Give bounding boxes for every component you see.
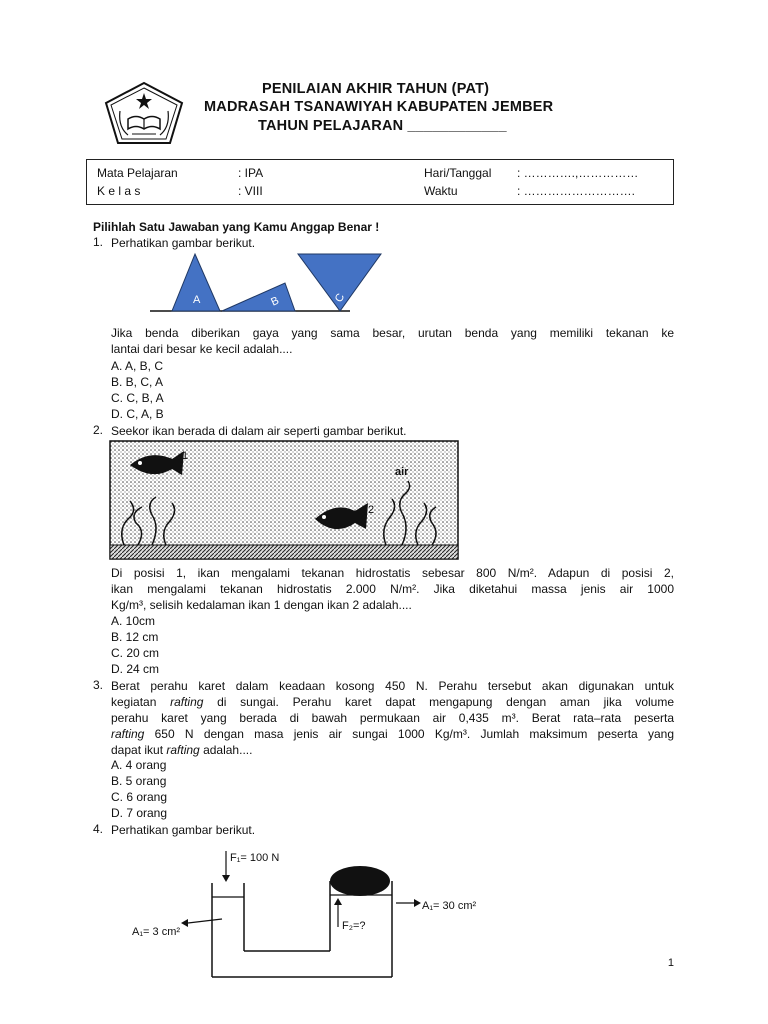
q2-label-position2: 2 xyxy=(368,504,375,516)
q3-number: 3. xyxy=(93,678,104,692)
day-value: : ………….,…………… xyxy=(517,166,639,180)
q1-option-c: C. C, B, A xyxy=(111,391,164,405)
q1-prompt: Perhatikan gambar berikut. xyxy=(111,236,256,250)
q3-line2 xyxy=(111,694,674,710)
subject-label: Mata Pelajaran xyxy=(97,166,178,180)
day-label: Hari/Tanggal xyxy=(424,166,492,180)
q3-line4-italic: rafting xyxy=(111,727,145,741)
madrasah-logo xyxy=(104,81,184,147)
page-number: 1 xyxy=(667,957,674,969)
q4-label-f1: F₁= 100 N xyxy=(230,852,280,864)
q4-figure-hydraulic xyxy=(120,845,500,985)
subject-value: : IPA xyxy=(238,166,264,180)
q1-label-c: C xyxy=(332,291,348,305)
q1-option-d: D. C, A, B xyxy=(111,407,164,421)
q3-line2-text: kegiatan xyxy=(111,695,171,709)
q4-label-a1: A₁= 3 cm² xyxy=(132,926,181,938)
q4-label-a2: A₁= 30 cm² xyxy=(422,900,477,912)
q3-option-c: C. 6 orang xyxy=(111,790,168,804)
q3-option-d: D. 7 orang xyxy=(111,806,168,820)
q2-option-d: D. 24 cm xyxy=(111,662,160,676)
exam-title: PENILAIAN AKHIR TAHUN (PAT) xyxy=(262,81,490,97)
q4-label-f2: F₂=? xyxy=(342,920,366,932)
q3-line2-text-b: di sungai. Perahu karet dapat mengapung dengan aman jika volume xyxy=(203,695,675,709)
q3-line5-italic: rafting xyxy=(166,743,200,757)
class-value: : VIII xyxy=(238,184,263,198)
q3-line3: perahu karet yang berada di bawah permukaan air 0,435 m³. Berat rata–rata peserta xyxy=(111,711,674,725)
q1-label-a: A xyxy=(193,294,201,306)
q3-line5-text-b: adalah.... xyxy=(199,743,253,757)
q2-prompt: Seekor ikan berada di dalam air seperti gambar berikut. xyxy=(111,424,407,438)
time-value: : ………………………. xyxy=(517,184,636,198)
time-label: Waktu xyxy=(424,184,458,198)
q1-number: 1. xyxy=(93,235,104,249)
q2-option-b: B. 12 cm xyxy=(111,630,159,644)
q3-option-b: B. 5 orang xyxy=(111,774,167,788)
q2-option-c: C. 20 cm xyxy=(111,646,160,660)
class-label: K e l a s xyxy=(97,184,141,198)
q1-body-line2: lantai dari besar ke kecil adalah.... xyxy=(111,342,293,356)
q2-body-line2: ikan mengalami tekanan hidrostatis 2.000 N/m². Jika diketahui massa jenis air 1000 xyxy=(111,582,674,596)
q4-prompt: Perhatikan gambar berikut. xyxy=(111,823,256,837)
academic-year: TAHUN PELAJARAN ____________ xyxy=(258,118,507,134)
exam-info-box xyxy=(86,159,674,205)
q4-number: 4. xyxy=(93,822,104,836)
q1-option-b: B. B, C, A xyxy=(111,375,164,389)
q3-line2-italic: rafting xyxy=(170,695,204,709)
q3-option-a: A. 4 orang xyxy=(111,758,167,772)
q1-option-a: A. A, B, C xyxy=(111,359,164,373)
q2-body-line1: Di posisi 1, ikan mengalami tekanan hidrostatis sebesar 800 N/m². Adapun di posisi 2, xyxy=(111,566,674,580)
q3-line4-text: 650 N dengan masa jenis air sungai 1000 Kg/m³. Jumlah maksimum peserta yang xyxy=(144,727,674,741)
instruction: Pilihlah Satu Jawaban yang Kamu Anggap Benar ! xyxy=(93,220,380,234)
q3-line5 xyxy=(111,742,252,758)
q2-body-line3: Kg/m³, selisih kedalaman ikan 1 dengan ikan 2 adalah.... xyxy=(111,598,412,612)
school-name: MADRASAH TSANAWIYAH KABUPATEN JEMBER xyxy=(204,99,554,115)
q1-figure-objects xyxy=(150,253,385,313)
q3-line4 xyxy=(111,726,674,742)
q1-body-line1: Jika benda diberikan gaya yang sama besar, urutan benda yang memiliki tekanan ke xyxy=(111,326,674,340)
q2-label-water: air xyxy=(395,466,409,478)
q2-option-a: A. 10cm xyxy=(111,614,156,628)
q2-label-position1: 1 xyxy=(182,450,189,462)
q3-line5-text: dapat ikut xyxy=(111,743,167,757)
q2-figure-aquarium xyxy=(110,441,460,561)
q3-line1: Berat perahu karet dalam keadaan kosong 450 N. Perahu tersebut akan digunakan untuk xyxy=(111,679,674,693)
q2-number: 2. xyxy=(93,423,104,437)
q1-label-b: B xyxy=(269,294,281,309)
